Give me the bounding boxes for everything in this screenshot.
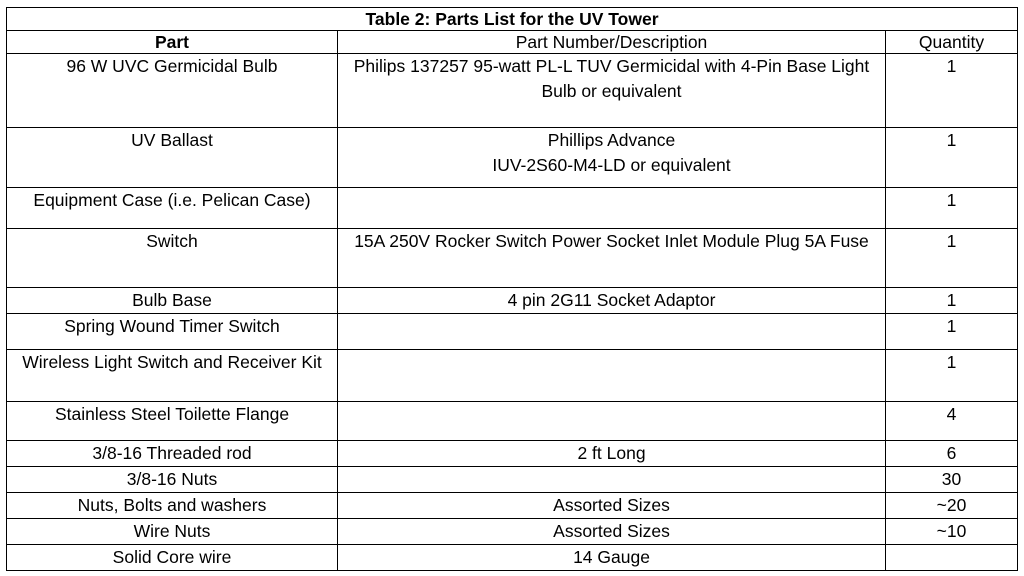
description-cell: 2 ft Long: [338, 441, 886, 467]
part-cell: 3/8-16 Nuts: [7, 467, 338, 493]
table-row: [7, 229, 1018, 288]
table-title: Table 2: Parts List for the UV Tower: [7, 8, 1018, 31]
description-cell: 15A 250V Rocker Switch Power Socket Inlet Module Plug 5A Fuse: [338, 229, 886, 288]
header-description: Part Number/Description: [338, 31, 886, 54]
table-row: [7, 493, 1018, 519]
part-cell: Bulb Base: [7, 288, 338, 314]
table-row: [7, 467, 1018, 493]
quantity-cell: ~20: [886, 493, 1018, 519]
quantity-cell: 1: [886, 229, 1018, 288]
quantity-cell: 4: [886, 402, 1018, 441]
table-row: [7, 314, 1018, 350]
part-cell: Wireless Light Switch and Receiver Kit: [7, 350, 338, 402]
title-row: [7, 8, 1018, 31]
table-row: [7, 54, 1018, 128]
table-row: [7, 188, 1018, 229]
header-part: Part: [7, 31, 338, 54]
parts-table: [6, 7, 1018, 571]
description-cell: 14 Gauge: [338, 545, 886, 571]
header-row: [7, 31, 1018, 54]
table-row: [7, 402, 1018, 441]
description-cell: [338, 402, 886, 441]
quantity-cell: 1: [886, 288, 1018, 314]
description-cell: Phillips Advance IUV-2S60-M4-LD or equivalent: [338, 128, 886, 188]
description-cell: Philips 137257 95-watt PL-L TUV Germicidal with 4-Pin Base Light Bulb or equivalent: [338, 54, 886, 128]
table-row: [7, 545, 1018, 571]
quantity-cell: ~10: [886, 519, 1018, 545]
part-cell: Nuts, Bolts and washers: [7, 493, 338, 519]
quantity-cell: 1: [886, 188, 1018, 229]
description-cell: Assorted Sizes: [338, 493, 886, 519]
description-cell: 4 pin 2G11 Socket Adaptor: [338, 288, 886, 314]
part-cell: Wire Nuts: [7, 519, 338, 545]
table-row: [7, 519, 1018, 545]
quantity-cell: 1: [886, 350, 1018, 402]
description-cell: Assorted Sizes: [338, 519, 886, 545]
part-cell: 96 W UVC Germicidal Bulb: [7, 54, 338, 128]
part-cell: UV Ballast: [7, 128, 338, 188]
description-cell: [338, 467, 886, 493]
quantity-cell: 1: [886, 128, 1018, 188]
header-quantity: Quantity: [886, 31, 1018, 54]
quantity-cell: [886, 545, 1018, 571]
part-cell: Spring Wound Timer Switch: [7, 314, 338, 350]
description-cell: [338, 314, 886, 350]
description-cell: [338, 188, 886, 229]
quantity-cell: 30: [886, 467, 1018, 493]
quantity-cell: 1: [886, 314, 1018, 350]
table-row: [7, 441, 1018, 467]
part-cell: Stainless Steel Toilette Flange: [7, 402, 338, 441]
quantity-cell: 1: [886, 54, 1018, 128]
table-row: [7, 128, 1018, 188]
table-row: [7, 288, 1018, 314]
part-cell: Solid Core wire: [7, 545, 338, 571]
part-cell: Equipment Case (i.e. Pelican Case): [7, 188, 338, 229]
table-row: [7, 350, 1018, 402]
description-cell: [338, 350, 886, 402]
part-cell: Switch: [7, 229, 338, 288]
part-cell: 3/8-16 Threaded rod: [7, 441, 338, 467]
quantity-cell: 6: [886, 441, 1018, 467]
